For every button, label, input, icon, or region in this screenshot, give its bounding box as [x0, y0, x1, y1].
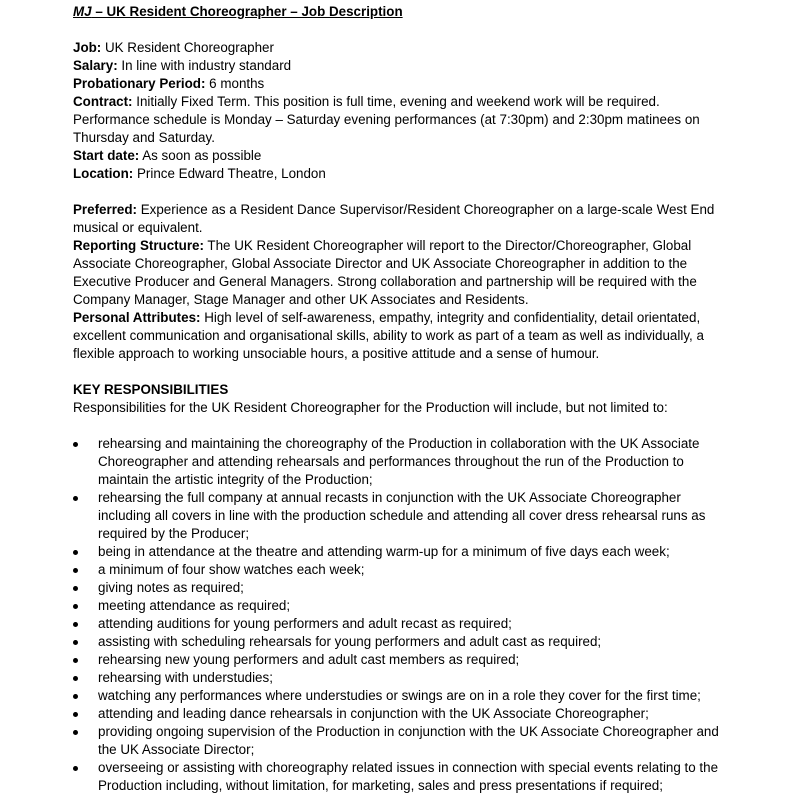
bullet-icon — [73, 658, 78, 663]
list-item: a minimum of four show watches each week; — [73, 561, 733, 579]
list-item: giving notes as required; — [73, 579, 733, 597]
list-item: rehearsing with understudies; — [73, 669, 733, 687]
list-item: rehearsing the full company at annual recasts in conjunction with the UK Associate Choreographer including all covers in line with the production schedule and attending all cover dress rehearsal runs as required by the Producer; — [73, 489, 733, 543]
detail-job: Job: UK Resident Choreographer — [73, 40, 274, 55]
job-details — [73, 39, 733, 183]
bullet-icon — [73, 766, 78, 771]
list-item: watching any performances where understudies or swings are on in a role they cover for the first time; — [73, 687, 733, 705]
bullet-icon — [73, 712, 78, 717]
bullet-icon — [73, 730, 78, 735]
document-title — [73, 3, 733, 21]
responsibilities-heading: KEY RESPONSIBILITIES — [73, 382, 229, 397]
detail-start-date: Start date: As soon as possible — [73, 148, 262, 163]
bullet-icon — [73, 604, 78, 609]
list-item: assisting with scheduling rehearsals for young performers and adult cast as required; — [73, 633, 733, 651]
bullet-icon — [73, 694, 78, 699]
list-item: meeting attendance as required; — [73, 597, 733, 615]
list-item: attending auditions for young performers and adult recast as required; — [73, 615, 733, 633]
bullet-icon — [73, 496, 78, 501]
role-info — [73, 201, 733, 363]
info-personal-attributes: Personal Attributes: High level of self-awareness, empathy, integrity and confidentiality, detail orientated, excellent communication and organisational skills, ability to work as part of a team as well as individually, a flexible approach to working unsociable hours, a positive attitude and a sense of humour. — [73, 310, 704, 361]
info-reporting-structure: Reporting Structure: The UK Resident Choreographer will report to the Director/Choreographer, Global Associate Choreographer, Global Associate Director and UK Associate Choreographer in addition to the Executive Producer and General Managers. Strong collaboration and partnership will be required with the Company Manager, Stage Manager and other UK Associates and Residents. — [73, 238, 697, 307]
detail-salary: Salary: In line with industry standard — [73, 58, 292, 73]
responsibilities-list — [73, 435, 733, 795]
list-item: providing ongoing supervision of the Production in conjunction with the UK Associate Choreographer and the UK Associate Director; — [73, 723, 733, 759]
bullet-icon — [73, 640, 78, 645]
list-item: rehearsing new young performers and adult cast members as required; — [73, 651, 733, 669]
bullet-icon — [73, 586, 78, 591]
title-text: – UK Resident Choreographer – Job Description — [91, 4, 403, 19]
list-item: rehearsing and maintaining the choreography of the Production in collaboration with the UK Associate Choreographer and attending rehearsals and performances throughout the run of the Production to maintain the artistic integrity of the Production; — [73, 435, 733, 489]
bullet-icon — [73, 550, 78, 555]
bullet-icon — [73, 622, 78, 627]
detail-location: Location: Prince Edward Theatre, London — [73, 166, 326, 181]
list-item: being in attendance at the theatre and attending warm-up for a minimum of five days each week; — [73, 543, 733, 561]
title-prefix: MJ — [73, 4, 92, 19]
detail-contract: Contract: Initially Fixed Term. This position is full time, evening and weekend work will be required. Performance schedule is Monday – Saturday evening performances (at 7:30pm) and 2:30pm matinees on Thursday and Saturday. — [73, 94, 700, 145]
list-item: attending and leading dance rehearsals in conjunction with the UK Associate Choreographer; — [73, 705, 733, 723]
info-preferred: Preferred: Experience as a Resident Dance Supervisor/Resident Choreographer on a large-scale West End musical or equivalent. — [73, 202, 715, 235]
bullet-icon — [73, 568, 78, 573]
responsibilities-intro: Responsibilities for the UK Resident Choreographer for the Production will include, but not limited to: — [73, 400, 668, 415]
bullet-icon — [73, 442, 78, 447]
list-item: overseeing or assisting with choreography related issues in connection with special events relating to the Production including, without limitation, for marketing, sales and press presentations if required; — [73, 759, 733, 795]
bullet-icon — [73, 676, 78, 681]
detail-probationary-period: Probationary Period: 6 months — [73, 76, 265, 91]
document-body — [73, 3, 733, 795]
